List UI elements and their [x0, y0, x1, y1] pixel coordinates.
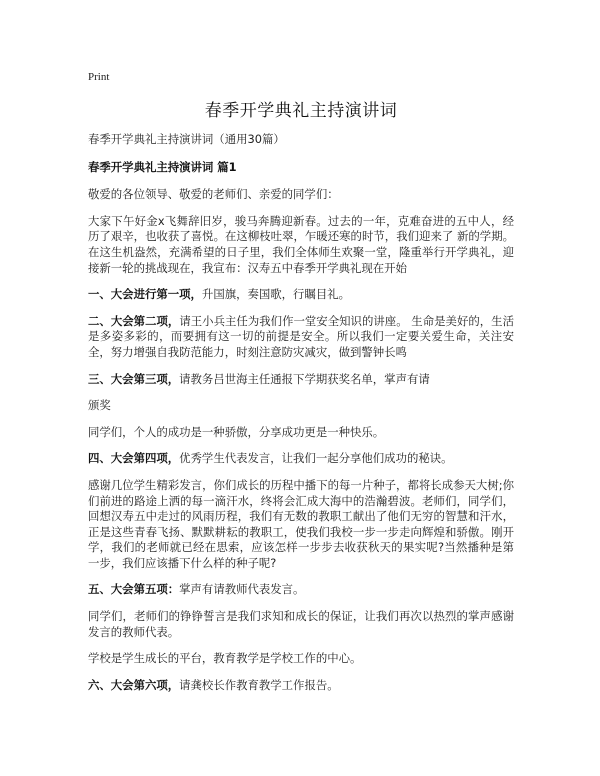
- item-lead: 二、大会第二项，: [88, 313, 180, 328]
- document-title: 春季开学典礼主持演讲词: [204, 101, 398, 121]
- paragraph-item-1: 一、大会进行第一项，升国旗，奏国歌，行瞩目礼。: [88, 287, 351, 302]
- item-lead: 三、大会第三项，: [88, 371, 180, 386]
- paragraph-thanks-teachers: 同学们，老师们的铮铮誓言是我们求知和成长的保证，让我们再次以热烈的掌声感谢发言的教师代表。: [88, 609, 514, 639]
- paragraph-success: 同学们，个人的成功是一种骄傲，分享成功更是一种快乐。: [88, 424, 385, 439]
- paragraph-item-2: 二、大会第二项，请王小兵主任为我们作一堂安全知识的讲座。 生命是美好的，生活是多姿多彩的，而要拥有这一切的前提是安全。所以我们一定要关爱生命，关注安全，努力增强自我防范能力，时刻注意防灾减灾，做到警钟长鸣: [88, 313, 514, 359]
- item-lead: 五、大会第五项：: [88, 582, 180, 597]
- item-lead: 六、大会第六项，: [88, 677, 180, 692]
- paragraph-award: 颁奖: [88, 398, 111, 413]
- paragraph-thanks-students: 感谢几位学生精彩发言，你们成长的历程中播下的每一片种子，都将长成参天大树;你们前进的路途上洒的每一滴汗水，终将会汇成大海中的浩瀚碧波。老师们，同学们，回想汉寿五中走过的风雨历程，我们有无数的教职工献出了他们无穷的智慧和汗水，正是这些青春飞扬、默默耕耘的教职工，使我们我校一步一步走向辉煌和骄傲。刚开学，我们的老师就已经在思索，应该怎样一步步去收获秋天的果实呢?当然播种是第一步，我们应该播下什么样的种子呢?: [88, 477, 514, 570]
- paragraph-salutation: 敬爱的各位领导、敬爱的老师们、亲爱的同学们：: [88, 187, 339, 202]
- document-subtitle: 春季开学典礼主持演讲词（通用30篇）: [88, 132, 285, 146]
- paragraph-item-3: 三、大会第三项，请教务吕世海主任通报下学期获奖名单，掌声有请: [88, 371, 430, 386]
- paragraph-item-5: 五、大会第五项：掌声有请教师代表发言。: [88, 582, 305, 597]
- document-page: [88, 70, 514, 704]
- section-heading: 春季开学典礼主持演讲词 篇1: [88, 159, 237, 174]
- paragraph-school: 学校是学生成长的平台，教育教学是学校工作的中心。: [88, 651, 362, 666]
- paragraph-opening: 大家下午好金x飞舞辞旧岁，骏马奔腾迎新春。过去的一年，克难奋进的五中人，经历了艰辛，也收获了喜悦。在这柳枝吐翠，乍暖还寒的时节，我们迎来了 新的学期。在这生机盎然，充满希望的日子里，我们全体师生欢聚一堂，隆重举行开学典礼，迎接新一轮的挑战现在，我宣布：汉寿五中春季开学典礼现在开始: [88, 213, 514, 275]
- paragraph-item-6: 六、大会第六项，请龚校长作教育教学工作报告。: [88, 677, 339, 692]
- item-lead: 一、大会进行第一项，: [88, 287, 202, 302]
- print-label[interactable]: Print: [88, 71, 110, 83]
- item-lead: 四、大会第四项，: [88, 451, 180, 466]
- paragraph-item-4: 四、大会第四项，优秀学生代表发言，让我们一起分享他们成功的秘诀。: [88, 451, 453, 466]
